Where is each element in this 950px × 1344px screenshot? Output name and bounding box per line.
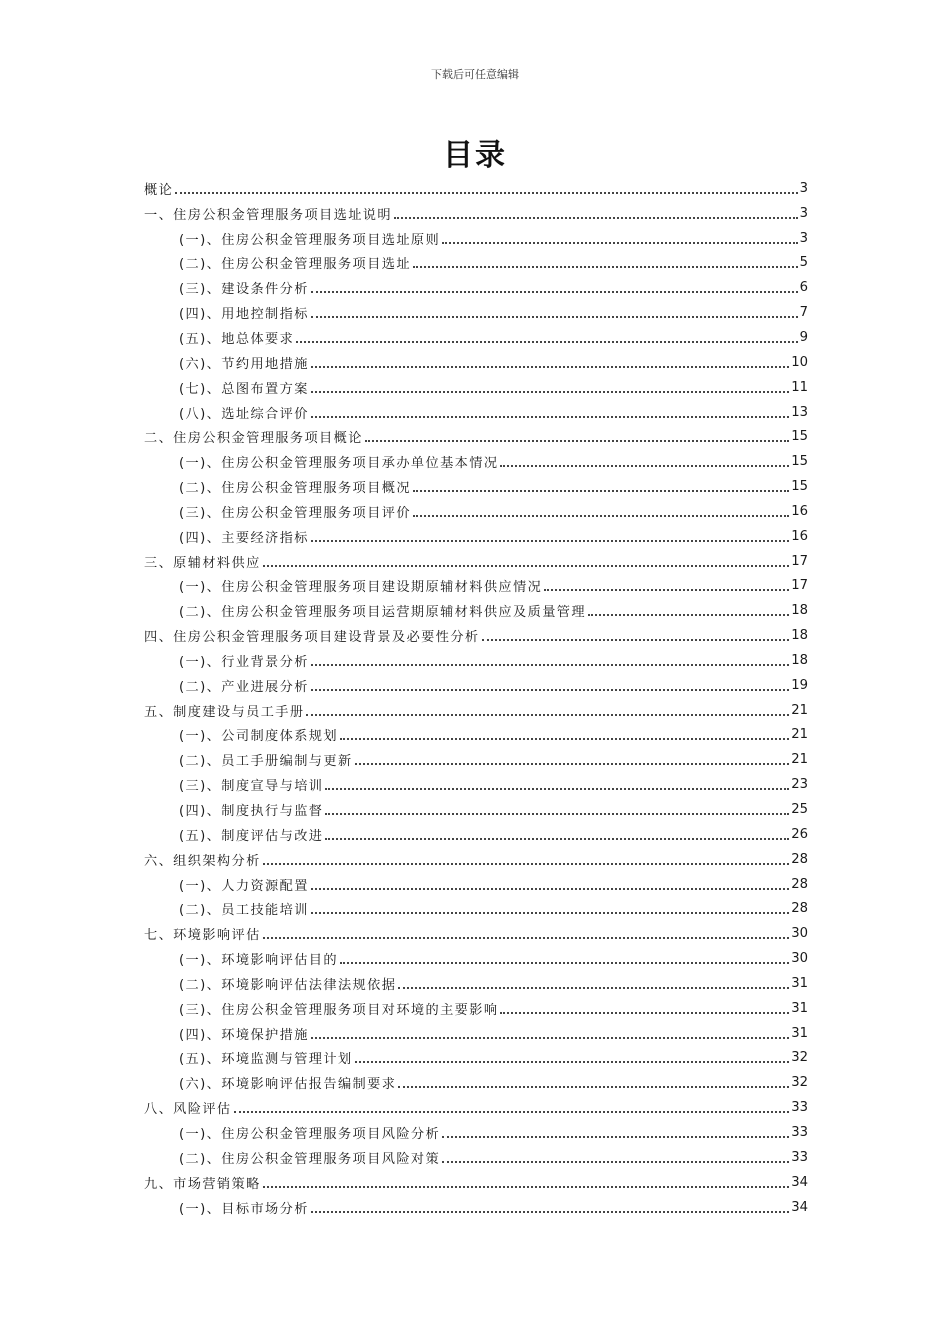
toc-page-number: 15: [791, 479, 808, 495]
toc-section-entry[interactable]: [144, 400, 808, 425]
toc-entry-label: (五)、制度评估与改进: [179, 828, 324, 844]
toc-section-entry[interactable]: [144, 1070, 808, 1095]
toc-entry-label: (四)、环境保护措施: [179, 1027, 309, 1043]
toc-entry-label: 七、环境影响评估: [144, 928, 261, 944]
toc-page-number: 3: [799, 205, 808, 221]
toc-chapter-entry[interactable]: [144, 698, 808, 723]
toc-dot-leader: [325, 812, 789, 815]
toc-section-entry[interactable]: [144, 598, 808, 623]
toc-page-number: 7: [799, 305, 808, 321]
toc-page-number: 28: [791, 901, 808, 917]
toc-entry-label: 概论: [144, 182, 174, 198]
toc-section-entry[interactable]: [144, 1021, 808, 1046]
toc-section-entry[interactable]: [144, 772, 808, 797]
toc-page-number: 18: [791, 652, 808, 668]
toc-entry-label: (六)、节约用地措施: [179, 356, 309, 372]
toc-dot-leader: [355, 762, 790, 765]
toc-page-number: 23: [791, 777, 808, 793]
toc-dot-leader: [500, 1011, 789, 1014]
toc-entry-label: (一)、人力资源配置: [179, 878, 309, 894]
toc-section-entry[interactable]: [144, 1120, 808, 1145]
toc-entry-label: 八、风险评估: [144, 1102, 232, 1118]
toc-entry-label: (一)、住房公积金管理服务项目选址原则: [179, 232, 441, 248]
toc-page-number: 9: [799, 329, 808, 345]
toc-page-number: 31: [791, 1000, 808, 1016]
toc-dot-leader: [306, 713, 789, 716]
toc-section-entry[interactable]: [144, 251, 808, 276]
toc-dot-leader: [311, 1210, 789, 1213]
toc-entry-label: (二)、环境影响评估法律法规依据: [179, 977, 397, 993]
toc-section-entry[interactable]: [144, 375, 808, 400]
toc-dot-leader: [311, 539, 789, 542]
toc-entry-label: 一、住房公积金管理服务项目选址说明: [144, 207, 392, 223]
toc-entry-label: (二)、住房公积金管理服务项目概况: [179, 481, 411, 497]
toc-page-number: 17: [791, 553, 808, 569]
toc-dot-leader: [311, 415, 789, 418]
toc-entry-label: 二、住房公积金管理服务项目概论: [144, 431, 363, 447]
toc-section-entry[interactable]: [144, 1046, 808, 1071]
toc-entry-label: 六、组织架构分析: [144, 853, 261, 869]
toc-section-entry[interactable]: [144, 1145, 808, 1170]
toc-page-number: 28: [791, 851, 808, 867]
toc-page-number: 31: [791, 1025, 808, 1041]
toc-section-entry[interactable]: [144, 797, 808, 822]
toc-dot-leader: [442, 241, 798, 244]
toc-dot-leader: [413, 514, 789, 517]
toc-page-number: 33: [791, 1124, 808, 1140]
toc-entry-label: (一)、环境影响评估目的: [179, 953, 338, 969]
toc-dot-leader: [311, 663, 789, 666]
toc-section-entry[interactable]: [144, 971, 808, 996]
toc-entry-label: (一)、住房公积金管理服务项目承办单位基本情况: [179, 456, 499, 472]
toc-section-entry[interactable]: [144, 648, 808, 673]
toc-page-number: 13: [791, 404, 808, 420]
toc-page-number: 32: [791, 1075, 808, 1091]
toc-title: 目录: [443, 138, 507, 173]
toc-page-number: 25: [791, 802, 808, 818]
toc-dot-leader: [398, 986, 789, 989]
toc-entry-label: (四)、制度执行与监督: [179, 804, 324, 820]
toc-page-number: 33: [791, 1100, 808, 1116]
toc-chapter-entry[interactable]: [144, 201, 808, 226]
toc-page-number: 18: [791, 603, 808, 619]
toc-entry-label: (二)、住房公积金管理服务项目选址: [179, 257, 411, 273]
toc-page-number: 19: [791, 677, 808, 693]
toc-dot-leader: [234, 1110, 790, 1113]
toc-section-entry[interactable]: [144, 499, 808, 524]
toc-entry-label: (六)、环境影响评估报告编制要求: [179, 1077, 397, 1093]
toc-page-number: 16: [791, 503, 808, 519]
toc-page-number: 32: [791, 1050, 808, 1066]
toc-dot-leader: [311, 1036, 789, 1039]
toc-dot-leader: [394, 216, 798, 219]
toc-entry-label: (一)、住房公积金管理服务项目建设期原辅材料供应情况: [179, 580, 543, 596]
toc-dot-leader: [175, 191, 797, 194]
toc-dot-leader: [311, 688, 789, 691]
toc-page-number: 31: [791, 975, 808, 991]
toc-page-number: 30: [791, 926, 808, 942]
toc-list: [144, 176, 808, 1219]
toc-section-entry[interactable]: [144, 226, 808, 251]
toc-page-number: 11: [791, 379, 808, 395]
toc-entry-label: (一)、目标市场分析: [179, 1201, 309, 1217]
toc-chapter-entry[interactable]: [144, 549, 808, 574]
toc-section-entry[interactable]: [144, 872, 808, 897]
toc-page-number: 17: [791, 578, 808, 594]
toc-page-number: 21: [791, 752, 808, 768]
toc-entry-label: (三)、住房公积金管理服务项目评价: [179, 505, 411, 521]
toc-dot-leader: [340, 737, 789, 740]
header-note: 下载后可任意编辑: [431, 68, 519, 81]
toc-dot-leader: [263, 862, 790, 865]
toc-entry-label: 三、原辅材料供应: [144, 555, 261, 571]
toc-chapter-entry[interactable]: [144, 1170, 808, 1195]
toc-section-entry[interactable]: [144, 896, 808, 921]
toc-dot-leader: [311, 365, 789, 368]
toc-dot-leader: [311, 887, 789, 890]
toc-dot-leader: [544, 588, 789, 591]
toc-dot-leader: [263, 1185, 790, 1188]
toc-entry-label: (五)、地总体要求: [179, 331, 295, 347]
toc-entry-label: (五)、环境监测与管理计划: [179, 1052, 353, 1068]
toc-section-entry[interactable]: [144, 300, 808, 325]
toc-dot-leader: [263, 936, 790, 939]
toc-section-entry[interactable]: [144, 673, 808, 698]
toc-page-number: 30: [791, 951, 808, 967]
toc-page-number: 28: [791, 876, 808, 892]
toc-entry-label: 五、制度建设与员工手册: [144, 704, 305, 720]
toc-entry-label: (一)、公司制度体系规划: [179, 729, 338, 745]
toc-section-entry[interactable]: [144, 325, 808, 350]
toc-chapter-entry[interactable]: [144, 176, 808, 201]
toc-page-number: 26: [791, 826, 808, 842]
toc-page-number: 18: [791, 628, 808, 644]
toc-entry-label: (一)、住房公积金管理服务项目风险分析: [179, 1126, 441, 1142]
toc-chapter-entry[interactable]: [144, 424, 808, 449]
toc-page-number: 3: [799, 180, 808, 196]
toc-dot-leader: [482, 638, 790, 641]
toc-dot-leader: [311, 390, 789, 393]
toc-dot-leader: [311, 290, 798, 293]
toc-entry-label: (三)、住房公积金管理服务项目对环境的主要影响: [179, 1002, 499, 1018]
toc-dot-leader: [325, 787, 789, 790]
toc-page-number: 15: [791, 454, 808, 470]
toc-chapter-entry[interactable]: [144, 847, 808, 872]
toc-page-number: 21: [791, 702, 808, 718]
toc-dot-leader: [588, 613, 789, 616]
toc-entry-label: (二)、住房公积金管理服务项目运营期原辅材料供应及质量管理: [179, 605, 586, 621]
toc-dot-leader: [340, 961, 789, 964]
toc-dot-leader: [296, 340, 797, 343]
toc-entry-label: 四、住房公积金管理服务项目建设背景及必要性分析: [144, 630, 480, 646]
toc-entry-label: (二)、住房公积金管理服务项目风险对策: [179, 1151, 441, 1167]
toc-section-entry[interactable]: [144, 946, 808, 971]
toc-dot-leader: [311, 315, 798, 318]
toc-section-entry[interactable]: [144, 723, 808, 748]
toc-dot-leader: [263, 564, 790, 567]
toc-dot-leader: [500, 464, 789, 467]
toc-section-entry[interactable]: [144, 822, 808, 847]
toc-page-number: 16: [791, 528, 808, 544]
toc-page-number: 15: [791, 429, 808, 445]
toc-chapter-entry[interactable]: [144, 1095, 808, 1120]
toc-page-number: 5: [799, 255, 808, 271]
toc-page-number: 34: [791, 1174, 808, 1190]
toc-section-entry[interactable]: [144, 524, 808, 549]
toc-section-entry[interactable]: [144, 275, 808, 300]
toc-dot-leader: [442, 1160, 789, 1163]
toc-section-entry[interactable]: [144, 574, 808, 599]
toc-section-entry[interactable]: [144, 474, 808, 499]
toc-entry-label: (三)、制度宣导与培训: [179, 779, 324, 795]
toc-entry-label: (二)、员工手册编制与更新: [179, 754, 353, 770]
toc-entry-label: (一)、行业背景分析: [179, 654, 309, 670]
toc-entry-label: (八)、选址综合评价: [179, 406, 309, 422]
toc-section-entry[interactable]: [144, 350, 808, 375]
toc-entry-label: (二)、员工技能培训: [179, 903, 309, 919]
toc-dot-leader: [355, 1060, 790, 1063]
toc-page-number: 33: [791, 1149, 808, 1165]
toc-dot-leader: [442, 1135, 789, 1138]
toc-page-number: 3: [799, 230, 808, 246]
toc-dot-leader: [325, 837, 789, 840]
toc-page-number: 21: [791, 727, 808, 743]
toc-entry-label: (七)、总图布置方案: [179, 381, 309, 397]
toc-page-number: 34: [791, 1199, 808, 1215]
toc-section-entry[interactable]: [144, 996, 808, 1021]
toc-chapter-entry[interactable]: [144, 921, 808, 946]
toc-section-entry[interactable]: [144, 1195, 808, 1220]
toc-dot-leader: [311, 911, 789, 914]
toc-page-number: 10: [791, 354, 808, 370]
toc-section-entry[interactable]: [144, 747, 808, 772]
toc-dot-leader: [365, 439, 789, 442]
toc-entry-label: (四)、主要经济指标: [179, 530, 309, 546]
toc-dot-leader: [413, 489, 789, 492]
toc-section-entry[interactable]: [144, 449, 808, 474]
toc-entry-label: 九、市场营销策略: [144, 1176, 261, 1192]
toc-chapter-entry[interactable]: [144, 623, 808, 648]
toc-entry-label: (二)、产业进展分析: [179, 679, 309, 695]
toc-page-number: 6: [799, 280, 808, 296]
toc-entry-label: (三)、建设条件分析: [179, 282, 309, 298]
toc-entry-label: (四)、用地控制指标: [179, 307, 309, 323]
toc-dot-leader: [398, 1085, 789, 1088]
toc-dot-leader: [413, 265, 798, 268]
